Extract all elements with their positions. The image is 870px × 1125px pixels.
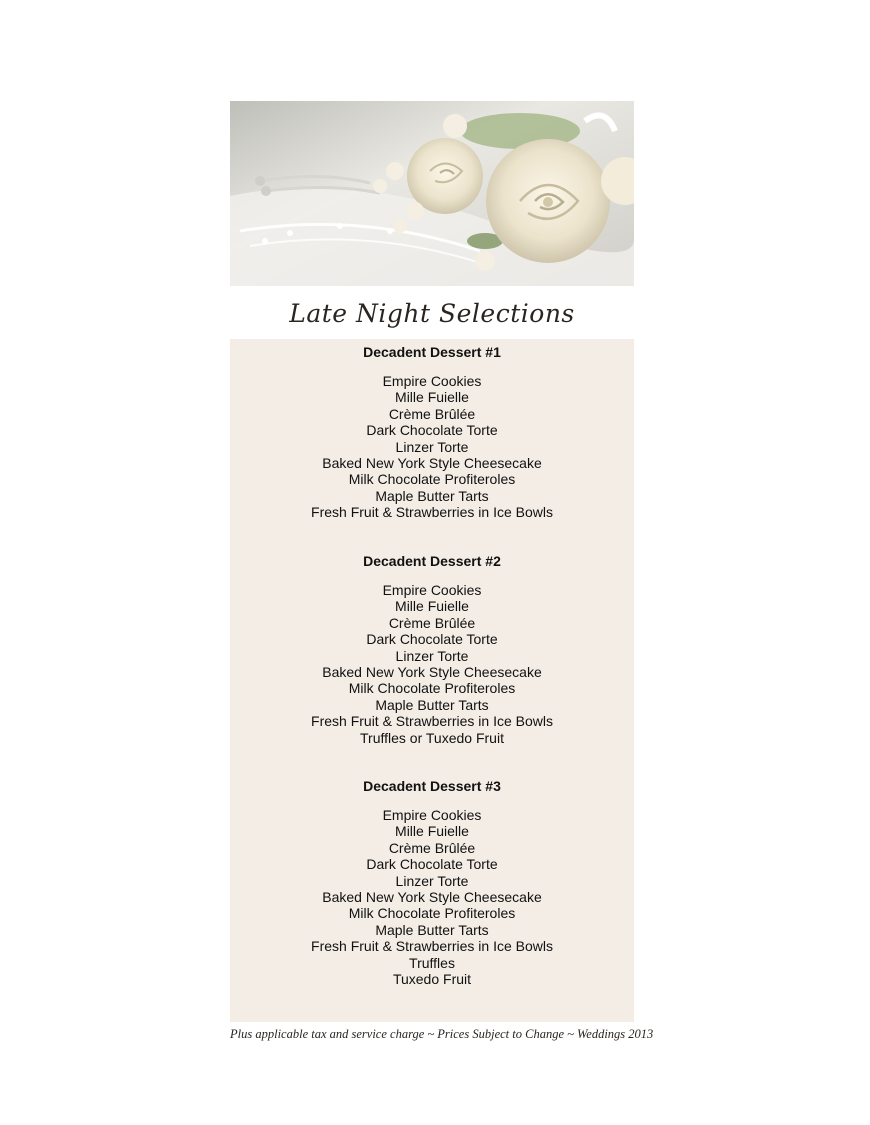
section-heading: Decadent Dessert #1 bbox=[363, 344, 501, 360]
menu-item: Empire Cookies bbox=[382, 582, 482, 598]
menu-item: Mille Fuielle bbox=[395, 823, 469, 840]
dessert-section-3 bbox=[230, 778, 634, 987]
item-list bbox=[230, 373, 634, 521]
menu-item: Dark Chocolate Torte bbox=[366, 422, 498, 439]
menu-item: Baked New York Style Cheesecake bbox=[322, 454, 542, 471]
menu-panel bbox=[230, 339, 634, 1022]
menu-item: Truffles bbox=[409, 954, 455, 971]
item-list bbox=[230, 582, 634, 746]
menu-item: Mille Fuielle bbox=[395, 598, 469, 615]
section-heading: Decadent Dessert #3 bbox=[363, 778, 501, 794]
menu-item: Empire Cookies bbox=[382, 807, 482, 823]
hero-image-sugar-roses bbox=[230, 101, 634, 286]
menu-item: Linzer Torte bbox=[395, 872, 469, 889]
menu-item: Milk Chocolate Profiteroles bbox=[348, 471, 516, 488]
menu-item: Crème Brûlée bbox=[388, 614, 476, 631]
page-title: Late Night Selections bbox=[289, 299, 575, 328]
dessert-section-2 bbox=[230, 553, 634, 746]
menu-item: Truffles or Tuxedo Fruit bbox=[360, 729, 504, 746]
dessert-section-1 bbox=[230, 344, 634, 521]
menu-item: Maple Butter Tarts bbox=[375, 487, 489, 504]
menu-item: Fresh Fruit & Strawberries in Ice Bowls bbox=[311, 504, 553, 521]
menu-item: Mille Fuielle bbox=[395, 389, 469, 406]
menu-item: Milk Chocolate Profiteroles bbox=[348, 680, 516, 697]
item-list bbox=[230, 807, 634, 987]
menu-item: Baked New York Style Cheesecake bbox=[322, 663, 542, 680]
section-heading: Decadent Dessert #2 bbox=[363, 553, 501, 569]
menu-item: Empire Cookies bbox=[382, 373, 482, 389]
menu-item: Milk Chocolate Profiteroles bbox=[348, 905, 516, 922]
footer-note: Plus applicable tax and service charge ~ Prices Subject to Change ~ Weddings 2013 bbox=[230, 1027, 654, 1041]
menu-item: Crème Brûlée bbox=[388, 405, 476, 422]
roses-illustration bbox=[230, 101, 634, 286]
menu-item: Crème Brûlée bbox=[388, 839, 476, 856]
menu-item: Tuxedo Fruit bbox=[392, 970, 472, 987]
menu-item: Linzer Torte bbox=[395, 438, 469, 455]
menu-item: Dark Chocolate Torte bbox=[366, 856, 498, 873]
menu-item: Maple Butter Tarts bbox=[375, 921, 489, 938]
menu-item: Fresh Fruit & Strawberries in Ice Bowls bbox=[311, 938, 553, 955]
menu-item: Dark Chocolate Torte bbox=[366, 631, 498, 648]
menu-item: Baked New York Style Cheesecake bbox=[322, 888, 542, 905]
menu-item: Maple Butter Tarts bbox=[375, 696, 489, 713]
menu-item: Linzer Torte bbox=[395, 647, 469, 664]
menu-item: Fresh Fruit & Strawberries in Ice Bowls bbox=[311, 713, 553, 730]
